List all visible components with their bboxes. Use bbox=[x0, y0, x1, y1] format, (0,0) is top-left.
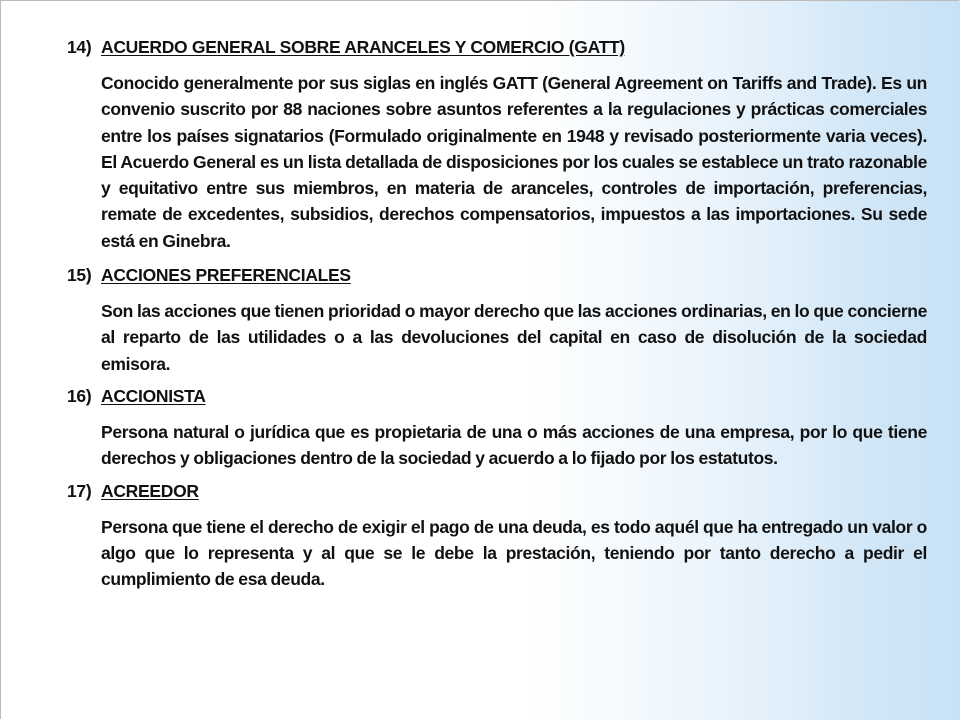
entry-number: 14) bbox=[67, 37, 92, 57]
glossary-entry-accionista bbox=[67, 383, 927, 472]
entry-number: 17) bbox=[67, 480, 92, 501]
entry-heading bbox=[67, 34, 927, 60]
entry-heading bbox=[67, 262, 927, 288]
glossary-content bbox=[67, 34, 927, 598]
glossary-entry-acreedor bbox=[67, 478, 927, 593]
entry-heading bbox=[67, 383, 927, 409]
entry-number: 15) bbox=[67, 265, 92, 286]
entry-definition: Persona natural o jurídica que es propietaria de una o más acciones de una empresa, por lo que tiene derechos y obligaciones dentro de la sociedad y acuerdo a lo fijado por los estatutos. bbox=[101, 421, 927, 469]
entry-title: ACUERDO GENERAL SOBRE ARANCELES Y COMERCIO (GATT) bbox=[101, 37, 625, 57]
entry-title: ACCIONISTA bbox=[101, 385, 206, 406]
entry-number: 16) bbox=[67, 385, 92, 406]
glossary-entry-gatt bbox=[67, 34, 927, 254]
glossary-entry-acciones-preferenciales bbox=[67, 262, 927, 377]
entry-definition: Son las acciones que tienen prioridad o mayor derecho que las acciones ordinarias, en lo que concierne al reparto de las utilidades o a las devoluciones del capital en caso de disolución de la sociedad emisora. bbox=[101, 301, 927, 374]
entry-definition: Persona que tiene el derecho de exigir el pago de una deuda, es todo aquél que ha entregado un valor o algo que lo representa y al que se le debe la prestación, teniendo por tanto derecho a pedir el cumplimiento de esa deuda. bbox=[101, 516, 927, 590]
entry-heading bbox=[67, 478, 927, 504]
entry-title: ACREEDOR bbox=[101, 480, 199, 501]
entry-definition: Conocido generalmente por sus siglas en inglés GATT (General Agreement on Tariffs and Trade). Es un convenio suscrito por 88 naciones sobre asuntos referentes a la regulaciones y prácticas comerciales entre los países signatarios (Formulado originalmente en 1948 y revisado posteriormente varia veces). El Acuerdo General es un lista detallada de disposiciones por los cuales se establece un trato razonable y equitativo entre sus miembros, en materia de aranceles, controles de importación, preferencias, remate de excedentes, subsidios, derechos compensatorios, impuestos a las importaciones. Su sede está en Ginebra. bbox=[101, 73, 927, 251]
entry-title: ACCIONES PREFERENCIALES bbox=[101, 265, 351, 286]
